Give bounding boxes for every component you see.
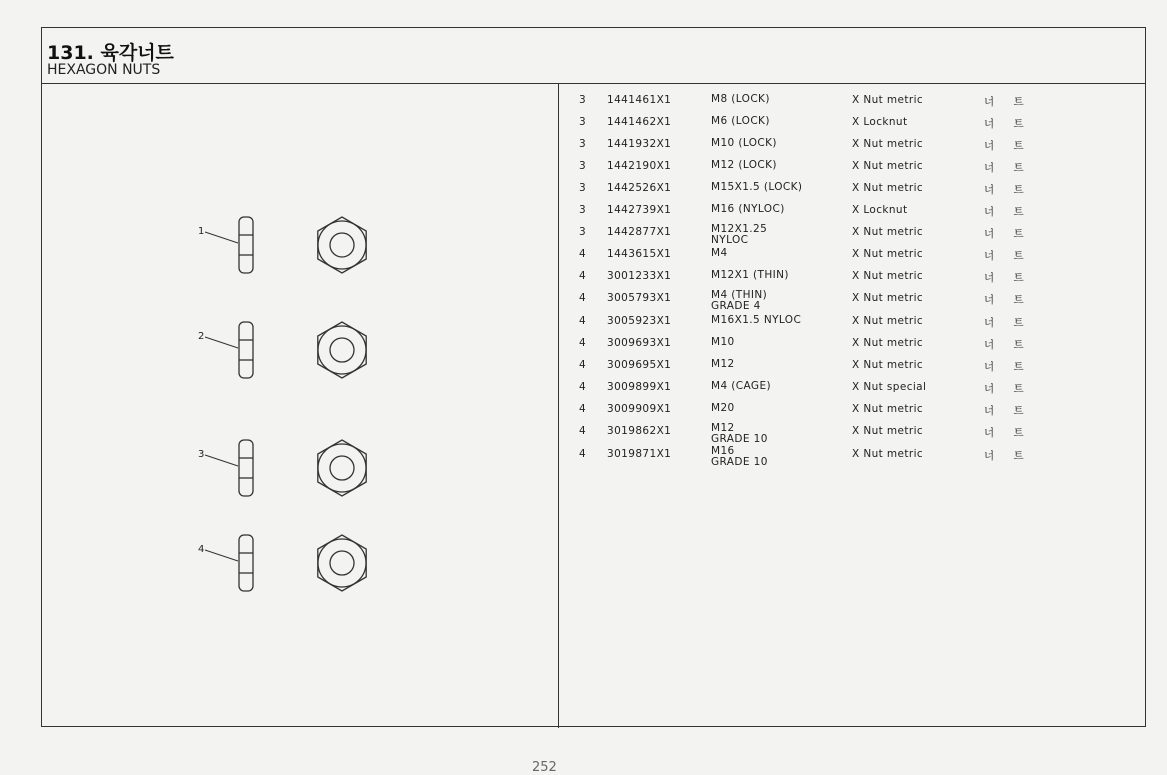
parts-qty: 3: [579, 204, 587, 216]
page-header: [42, 28, 1145, 84]
parts-spec-line: M10: [711, 336, 735, 348]
callout-number: 3: [198, 449, 205, 460]
parts-qty: 4: [579, 292, 587, 304]
parts-description: X Nut metric: [852, 270, 924, 282]
parts-qty: 3: [579, 226, 587, 238]
parts-qty: 3: [579, 182, 587, 194]
parts-spec-line: M4 (THIN): [711, 289, 768, 301]
parts-spec-line: M16X1.5 NYLOC: [711, 314, 802, 326]
parts-row: [559, 337, 1147, 359]
parts-name-korean: 너 트: [984, 339, 1032, 351]
parts-row: [559, 403, 1147, 425]
parts-row: [559, 94, 1147, 116]
parts-description: X Nut metric: [852, 425, 924, 437]
parts-spec: [711, 315, 801, 326]
parts-row: [559, 204, 1147, 226]
parts-qty: 4: [579, 448, 587, 460]
parts-description: X Locknut: [852, 116, 908, 128]
parts-number: 3005793X1: [607, 292, 672, 304]
parts-spec: [711, 446, 768, 468]
parts-number: 1442526X1: [607, 182, 672, 194]
parts-qty: 4: [579, 270, 587, 282]
nut-side-view: [239, 322, 253, 378]
parts-number: 1442190X1: [607, 160, 672, 172]
parts-row: [559, 315, 1147, 337]
parts-spec: [711, 94, 770, 105]
parts-spec: [711, 337, 735, 348]
parts-spec-line: M16 (NYLOC): [711, 203, 785, 215]
parts-number: 3019871X1: [607, 448, 672, 460]
parts-name-korean: 너 트: [984, 317, 1032, 329]
page-title-korean: 131. 육각너트: [47, 42, 174, 64]
nut-front-view: [318, 322, 366, 378]
parts-name-korean: 너 트: [984, 361, 1032, 373]
nut-front-view: [318, 217, 366, 273]
parts-description: X Nut special: [852, 381, 927, 393]
parts-qty: 3: [579, 94, 587, 106]
parts-spec-line: M12: [711, 358, 735, 370]
parts-number: 3009695X1: [607, 359, 672, 371]
parts-name-korean: 너 트: [984, 383, 1032, 395]
parts-description: X Nut metric: [852, 160, 924, 172]
parts-name-korean: 너 트: [984, 140, 1032, 152]
callout-number: 4: [198, 544, 205, 555]
parts-number: 1443615X1: [607, 248, 672, 260]
parts-qty: 4: [579, 315, 587, 327]
parts-row: [559, 116, 1147, 138]
nut-side-view: [239, 535, 253, 591]
parts-name-korean: 너 트: [984, 405, 1032, 417]
parts-description: X Nut metric: [852, 182, 924, 194]
parts-number: 3009899X1: [607, 381, 672, 393]
parts-row: [559, 223, 1147, 248]
parts-description: X Nut metric: [852, 337, 924, 349]
parts-row: [559, 138, 1147, 160]
parts-spec: [711, 290, 767, 312]
parts-name-korean: 너 트: [984, 228, 1032, 240]
parts-spec: [711, 182, 802, 193]
parts-spec-line: M16: [711, 445, 735, 457]
parts-spec: [711, 160, 777, 171]
parts-spec: [711, 248, 728, 259]
parts-qty: 3: [579, 160, 587, 172]
parts-qty: 4: [579, 337, 587, 349]
parts-spec: [711, 204, 785, 215]
hex-nut-illustration: [42, 83, 557, 728]
parts-description: X Nut metric: [852, 403, 924, 415]
parts-description: X Locknut: [852, 204, 908, 216]
parts-spec-line: M4 (CAGE): [711, 380, 771, 392]
parts-qty: 4: [579, 381, 587, 393]
parts-spec: [711, 138, 777, 149]
parts-name-korean: 너 트: [984, 272, 1032, 284]
parts-number: 3005923X1: [607, 315, 672, 327]
nut-side-view: [239, 440, 253, 496]
parts-list: [559, 83, 1147, 728]
parts-qty: 4: [579, 403, 587, 415]
parts-spec-line: M10 (LOCK): [711, 137, 777, 149]
parts-spec-line-2: GRADE 4: [711, 300, 761, 312]
parts-row: [559, 270, 1147, 292]
parts-spec: [711, 270, 789, 281]
parts-spec-line: M4: [711, 247, 728, 259]
parts-row: [559, 182, 1147, 204]
parts-name-korean: 너 트: [984, 427, 1032, 439]
parts-description: X Nut metric: [852, 94, 924, 106]
parts-spec-line-2: GRADE 10: [711, 433, 768, 445]
parts-spec: [711, 359, 735, 370]
parts-name-korean: 너 트: [984, 96, 1032, 108]
parts-qty: 4: [579, 248, 587, 260]
parts-number: 3009693X1: [607, 337, 672, 349]
parts-spec-line: M8 (LOCK): [711, 93, 770, 105]
parts-spec-line: M12X1.25: [711, 223, 768, 235]
parts-spec-line: M12X1 (THIN): [711, 269, 789, 281]
parts-name-korean: 너 트: [984, 118, 1032, 130]
parts-name-korean: 너 트: [984, 450, 1032, 462]
parts-description: X Nut metric: [852, 138, 924, 150]
parts-qty: 3: [579, 138, 587, 150]
callout-number: 2: [198, 331, 205, 342]
callout-number: 1: [198, 226, 205, 237]
parts-spec: [711, 116, 770, 127]
nut-side-view: [239, 217, 253, 273]
parts-number: 3019862X1: [607, 425, 672, 437]
parts-description: X Nut metric: [852, 248, 924, 260]
parts-number: 3001233X1: [607, 270, 672, 282]
parts-name-korean: 너 트: [984, 250, 1032, 262]
parts-spec-line-2: NYLOC: [711, 234, 749, 246]
parts-row: [559, 289, 1147, 314]
parts-number: 1441932X1: [607, 138, 672, 150]
parts-description: X Nut metric: [852, 359, 924, 371]
parts-row: [559, 248, 1147, 270]
parts-row: [559, 359, 1147, 381]
illustration-panel: [42, 83, 559, 775]
parts-spec-line: M15X1.5 (LOCK): [711, 181, 803, 193]
page-number: 252: [532, 760, 557, 775]
callout: [198, 449, 238, 466]
parts-description: X Nut metric: [852, 315, 924, 327]
parts-name-korean: 너 트: [984, 184, 1032, 196]
parts-spec: [711, 423, 768, 445]
parts-row: [559, 381, 1147, 403]
parts-row: [559, 422, 1147, 447]
parts-number: 1442877X1: [607, 226, 672, 238]
callout: [198, 544, 238, 561]
parts-qty: 3: [579, 116, 587, 128]
page-title-english: HEXAGON NUTS: [47, 62, 161, 78]
parts-spec: [711, 224, 767, 246]
parts-number: 3009909X1: [607, 403, 672, 415]
parts-spec-line: M20: [711, 402, 735, 414]
callout: [198, 226, 238, 243]
parts-spec-line-2: GRADE 10: [711, 456, 768, 468]
nut-front-view: [318, 535, 366, 591]
parts-name-korean: 너 트: [984, 294, 1032, 306]
parts-spec: [711, 381, 771, 392]
parts-spec: [711, 403, 735, 414]
parts-row: [559, 160, 1147, 182]
parts-qty: 4: [579, 425, 587, 437]
parts-description: X Nut metric: [852, 448, 924, 460]
parts-description: X Nut metric: [852, 292, 924, 304]
parts-qty: 4: [579, 359, 587, 371]
parts-number: 1442739X1: [607, 204, 672, 216]
parts-description: X Nut metric: [852, 226, 924, 238]
parts-row: [559, 445, 1147, 470]
parts-name-korean: 너 트: [984, 162, 1032, 174]
parts-spec-line: M12 (LOCK): [711, 159, 777, 171]
parts-number: 1441461X1: [607, 94, 672, 106]
nut-front-view: [318, 440, 366, 496]
parts-number: 1441462X1: [607, 116, 672, 128]
callout: [198, 331, 238, 348]
catalog-page-frame: [41, 27, 1146, 775]
parts-name-korean: 너 트: [984, 206, 1032, 218]
parts-spec-line: M12: [711, 422, 735, 434]
parts-spec-line: M6 (LOCK): [711, 115, 770, 127]
